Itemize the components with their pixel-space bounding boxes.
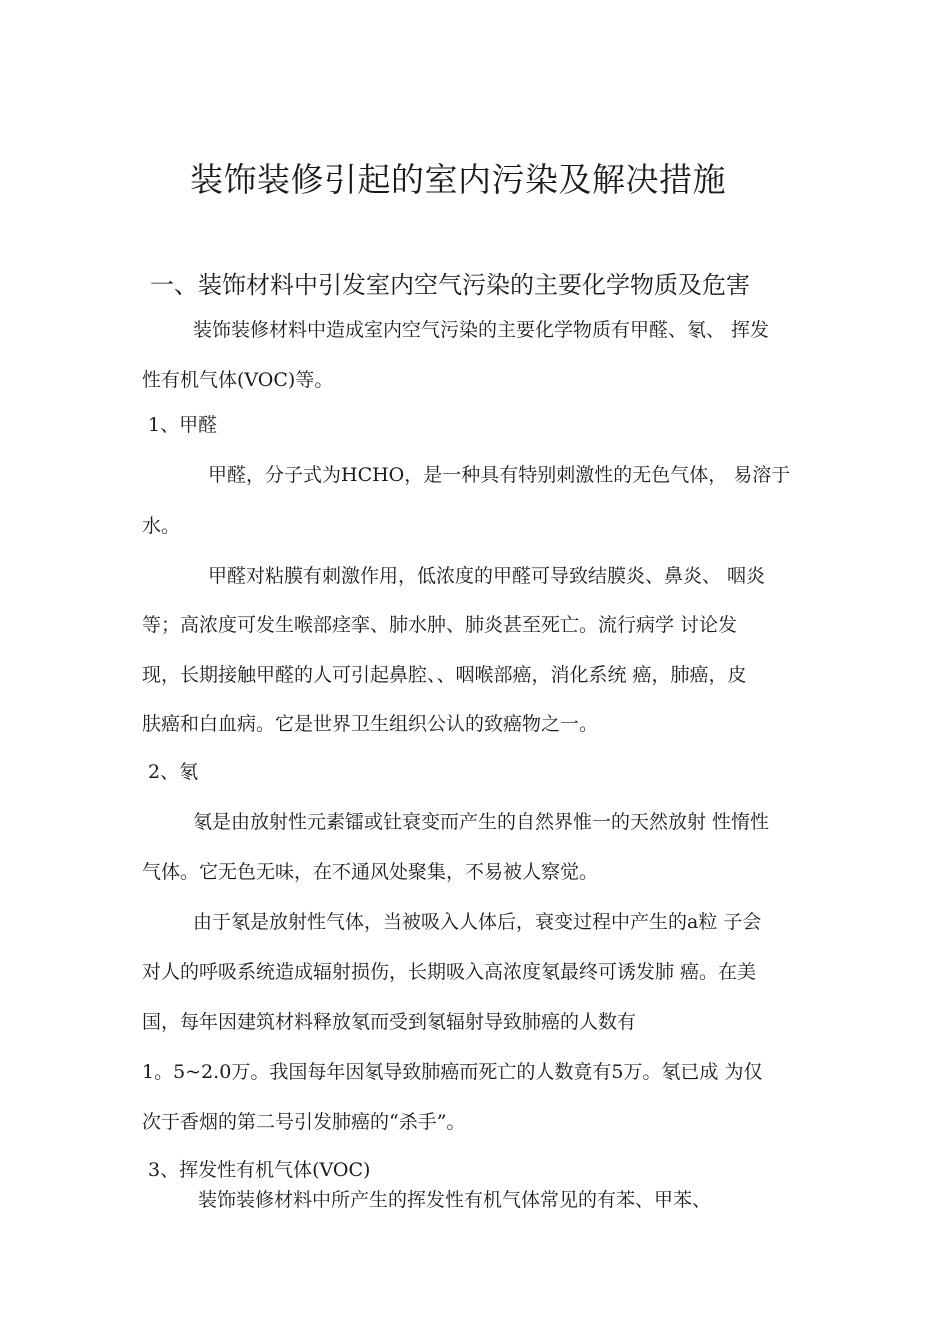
sub1-p2-line-2: 等；高浓度可发生喉部痉挛、肺水肿、肺炎甚至死亡。流行病学 讨论发 [142, 614, 738, 636]
sub2-heading: 2、氡 [148, 761, 199, 783]
sub2-p2-line-3: 国，每年因建筑材料释放氡而受到氡辐射导致肺癌的人数有 [142, 1011, 637, 1033]
sub1-p2-line-1: 甲醛对粘膜有刺激作用，低浓度的甲醛可导致结膜炎、鼻炎、 咽炎 [208, 565, 766, 587]
sub3-p1-line-1: 装饰装修材料中所产生的挥发性有机气体常见的有苯、甲苯、 [198, 1189, 712, 1211]
sub1-heading: 1、甲醛 [148, 414, 218, 436]
sub1-p1-line-2: 水。 [142, 515, 181, 537]
sub3-heading: 3、挥发性有机气体(VOC) [148, 1159, 371, 1181]
sub2-p2-line-1: 由于氡是放射性气体，当被吸入人体后，衰变过程中产生的a粒 子会 [193, 911, 762, 933]
sub1-p2-line-3: 现，长期接触甲醛的人可引起鼻腔、、咽喉部癌，消化系统 癌，肺癌，皮 [142, 664, 747, 686]
sub1-p2-line-4: 肤癌和白血病。它是世界卫生组织公认的致癌物之一。 [142, 713, 599, 735]
intro-line-2: 性有机气体(VOC)等。 [142, 369, 334, 391]
section-heading: 一、装饰材料中引发室内空气污染的主要化学物质及危害 [150, 271, 750, 299]
sub2-p1-line-1: 氡是由放射性元素镭或钍衰变而产生的自然界惟一的天然放射 性惰性 [193, 811, 770, 833]
sub2-p2-line-5: 次于香烟的第二号引发肺癌的“杀手”。 [142, 1111, 466, 1133]
sub2-p2-line-2: 对人的呼吸系统造成辐射损伤，长期吸入高浓度氡最终可诱发肺 癌。在美 [142, 961, 757, 983]
intro-line-1: 装饰装修材料中造成室内空气污染的主要化学物质有甲醛、氡、 挥发 [193, 319, 770, 341]
sub1-p1-line-1: 甲醛，分子式为HCHO，是一种具有特别刺激性的无色气体， 易溶于 [208, 464, 791, 486]
sub2-p2-line-4: 1。5~2.0万。我国每年因氡导致肺癌而死亡的人数竟有5万。氡已成 为仅 [142, 1061, 763, 1083]
document-title: 装饰装修引起的室内污染及解决措施 [190, 160, 726, 199]
sub2-p1-line-2: 气体。它无色无味，在不通风处聚集，不易被人察觉。 [142, 861, 599, 883]
